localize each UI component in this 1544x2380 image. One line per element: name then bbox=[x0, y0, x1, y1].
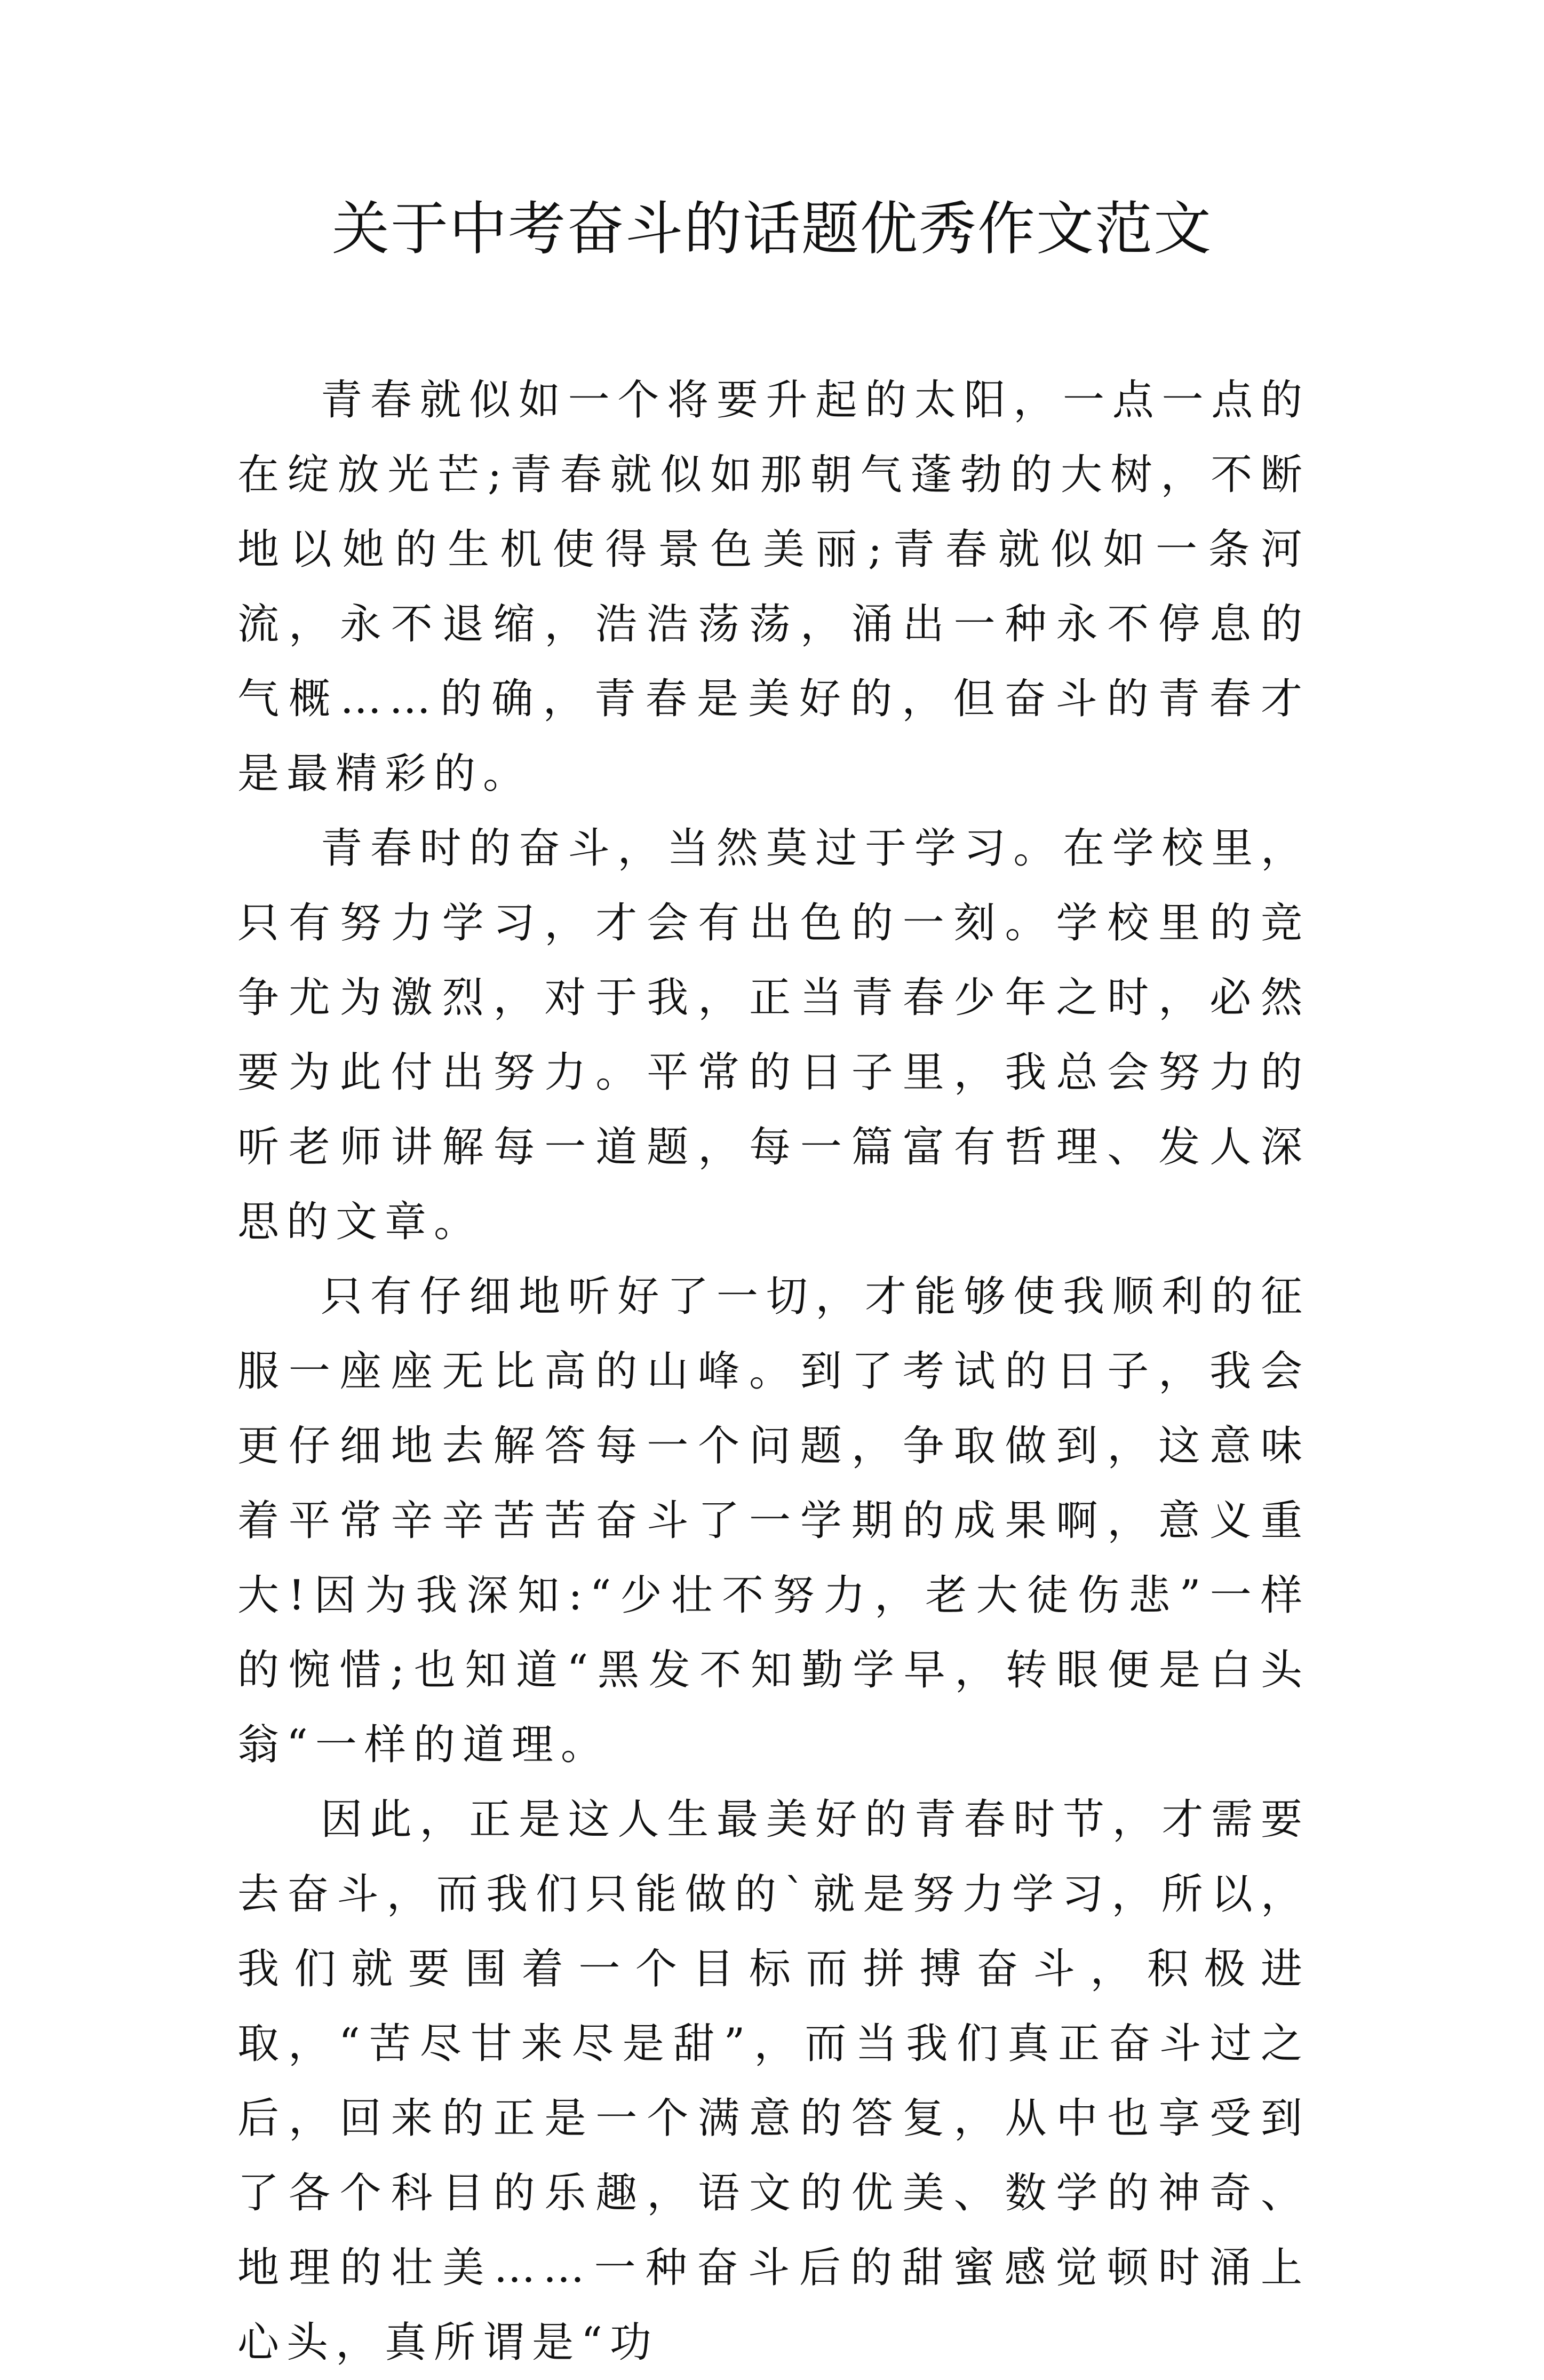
document-body bbox=[237, 363, 1310, 2380]
paragraph-1: 青春就似如一个将要升起的太阳，一点一点的在绽放光芒;青春就似如那朝气蓬勃的大树，不断地以她的生机使得景色美丽;青春就似如一条河流，永不退缩，浩浩荡荡，涌出一种永不停息的气概……的确，青春是美好的，但奋斗的青春才是最精彩的。 bbox=[237, 376, 1310, 798]
paragraph-2: 青春时的奋斗，当然莫过于学习。在学校里，只有努力学习，才会有出色的一刻。学校里的竞争尤为激烈，对于我，正当青春少年之时，必然要为此付出努力。平常的日子里，我总会努力的听老师讲解每一道题，每一篇富有哲理、发人深思的文章。 bbox=[237, 824, 1310, 1246]
paragraph-4: 因此，正是这人生最美好的青春时节，才需要去奋斗，而我们只能做的`就是努力学习，所以，我们就要围着一个目标而拼搏奋斗，积极进取，“苦尽甘来尽是甜”，而当我们真正奋斗过之后，回来的正是一个满意的答复，从中也享受到了各个科目的乐趣，语文的优美、数学的神奇、地理的壮美……一种奋斗后的甜蜜感觉顿时涌上心头，真所谓是“功 bbox=[237, 1796, 1310, 2367]
document-title: 关于中考奋斗的话题优秀作文范文 bbox=[331, 196, 1212, 263]
paragraph-3: 只有仔细地听好了一切，才能够使我顺利的征服一座座无比高的山峰。到了考试的日子，我会更仔细地去解答每一个问题，争取做到，这意味着平常辛辛苦苦奋斗了一学期的成果啊，意义重大!因为我深知:“少壮不努力，老大徒伤悲”一样的惋惜;也知道“黑发不知勤学早，转眼便是白头翁“一样的道理。 bbox=[237, 1273, 1310, 1769]
